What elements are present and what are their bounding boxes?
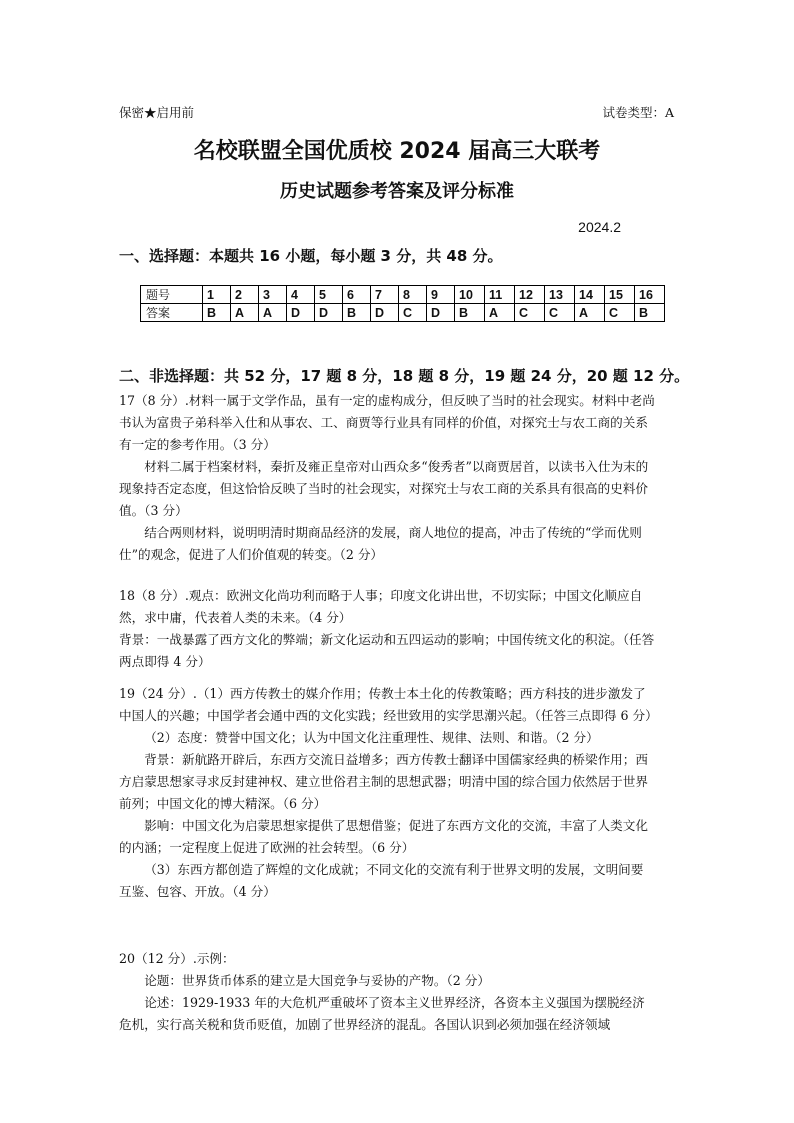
q18-paragraph: 18（8 分）.观点：欧洲文化尚功利而略于人事；印度文化讲出世，不切实际；中国文化顺应自然，求中庸，代表着人类的未来。（4 分） [119, 588, 643, 625]
date-label: 2024.2 [578, 219, 621, 235]
answer-cell: B [343, 304, 371, 322]
q17-paragraph: 17（8 分）.材料一属于文学作品，虽有一定的虚构成分，但反映了当时的社会现实。材料中老尚书认为富贵子弟科举入仕和从事农、工、商贾等行业具有同样的价值，对探究士与农工商的关系有一定的参考作用。（3 分） [119, 393, 655, 452]
section1-heading: 一、选择题：本题共 16 小题，每小题 3 分，共 48 分。 [119, 247, 503, 265]
answer-cell: B [203, 304, 231, 322]
q20-answer [119, 948, 655, 1036]
row-label: 答案 [141, 304, 203, 322]
question-number: 3 [259, 286, 287, 304]
question-number: 6 [343, 286, 371, 304]
q17-paragraph: 材料二属于档案材料，秦折及雍正皇帝对山西众多“俊秀者”以商贾居首，以读书入仕为末的现象持否定态度，但这恰恰反映了当时的社会现实，对探究士与农工商的关系具有很高的史料价值。（3 分） [119, 459, 649, 518]
q18-answer [119, 585, 655, 673]
question-number: 2 [231, 286, 259, 304]
q20-paragraph: 论题：世界货币体系的建立是大国竞争与妥协的产物。（2 分） [144, 973, 490, 988]
answer-cell: C [605, 304, 635, 322]
q19-paragraph: 背景：新航路开辟后，东西方交流日益增多；西方传教士翻译中国儒家经典的桥梁作用；西方启蒙思想家寻求反封建神权、建立世俗君主制的思想武器；明清中国的综合国力依然居于世界前列；中国文化的博大精深。（6 分） [119, 752, 648, 811]
answer-cell: A [259, 304, 287, 322]
q17-paragraph: 结合两则材料，说明明清时期商品经济的发展，商人地位的提高，冲击了传统的“学而优则仕”的观念，促进了人们价值观的转变。（2 分） [119, 525, 642, 562]
q19-paragraph: （2）态度：赞誉中国文化；认为中国文化注重理性、规律、法则、和谐。（2 分） [144, 730, 599, 745]
answer-cell: D [315, 304, 343, 322]
answer-cell: D [371, 304, 399, 322]
q19-paragraph: 影响：中国文化为启蒙思想家提供了思想借鉴；促进了东西方文化的交流，丰富了人类文化的内涵；一定程度上促进了欧洲的社会转型。（6 分） [119, 818, 648, 855]
question-number: 16 [635, 286, 665, 304]
question-number: 15 [605, 286, 635, 304]
q18-paragraph: 背景：一战暴露了西方文化的弊端；新文化运动和五四运动的影响；中国传统文化的积淀。（任答两点即得 4 分） [119, 632, 655, 669]
question-number: 7 [371, 286, 399, 304]
q20-paragraph: 20（12 分）.示例： [119, 951, 235, 966]
question-number: 12 [515, 286, 545, 304]
answer-cell: A [575, 304, 605, 322]
answer-cell: C [515, 304, 545, 322]
section2-heading: 二、非选择题：共 52 分，17 题 8 分，18 题 8 分，19 题 24 分，20 题 12 分。 [119, 367, 690, 385]
question-number: 5 [315, 286, 343, 304]
row-label: 题号 [141, 286, 203, 304]
answer-table [140, 285, 665, 322]
page-title: 名校联盟全国优质校 2024 届高三大联考 [193, 139, 601, 164]
question-number: 14 [575, 286, 605, 304]
question-number: 4 [287, 286, 315, 304]
confidential-label: 保密★启用前 [119, 105, 195, 120]
q19-paragraph: 19（24 分）.（1）西方传教士的媒介作用；传教士本土化的传教策略；西方科技的进步激发了中国人的兴趣；中国学者会通中西的文化实践；经世致用的实学思潮兴起。（任答三点即得 6 分） [119, 686, 658, 723]
paper-type-label: 试卷类型：A [602, 105, 674, 120]
answer-row [141, 304, 665, 322]
answer-cell: C [399, 304, 427, 322]
page-subtitle: 历史试题参考答案及评分标准 [280, 181, 514, 202]
q17-answer [119, 390, 655, 566]
question-number: 1 [203, 286, 231, 304]
answer-cell: B [635, 304, 665, 322]
q20-paragraph: 论述：1929-1933 年的大危机严重破坏了资本主义世界经济，各资本主义强国为摆脱经济危机，实行高关税和货币贬值，加剧了世界经济的混乱。各国认识到必须加强在经济领域 [119, 995, 645, 1032]
question-number: 13 [545, 286, 575, 304]
answer-cell: A [485, 304, 515, 322]
question-number: 10 [455, 286, 485, 304]
question-number: 9 [427, 286, 455, 304]
answer-cell: D [427, 304, 455, 322]
answer-cell: C [545, 304, 575, 322]
answer-cell: B [455, 304, 485, 322]
question-number: 11 [485, 286, 515, 304]
q19-paragraph: （3）东西方都创造了辉煌的文化成就；不同文化的交流有利于世界文明的发展，文明间要互鉴、包容、开放。（4 分） [119, 862, 644, 899]
answer-cell: D [287, 304, 315, 322]
question-number: 8 [399, 286, 427, 304]
q19-answer [119, 683, 658, 903]
question-number-row [141, 286, 665, 304]
answer-cell: A [231, 304, 259, 322]
